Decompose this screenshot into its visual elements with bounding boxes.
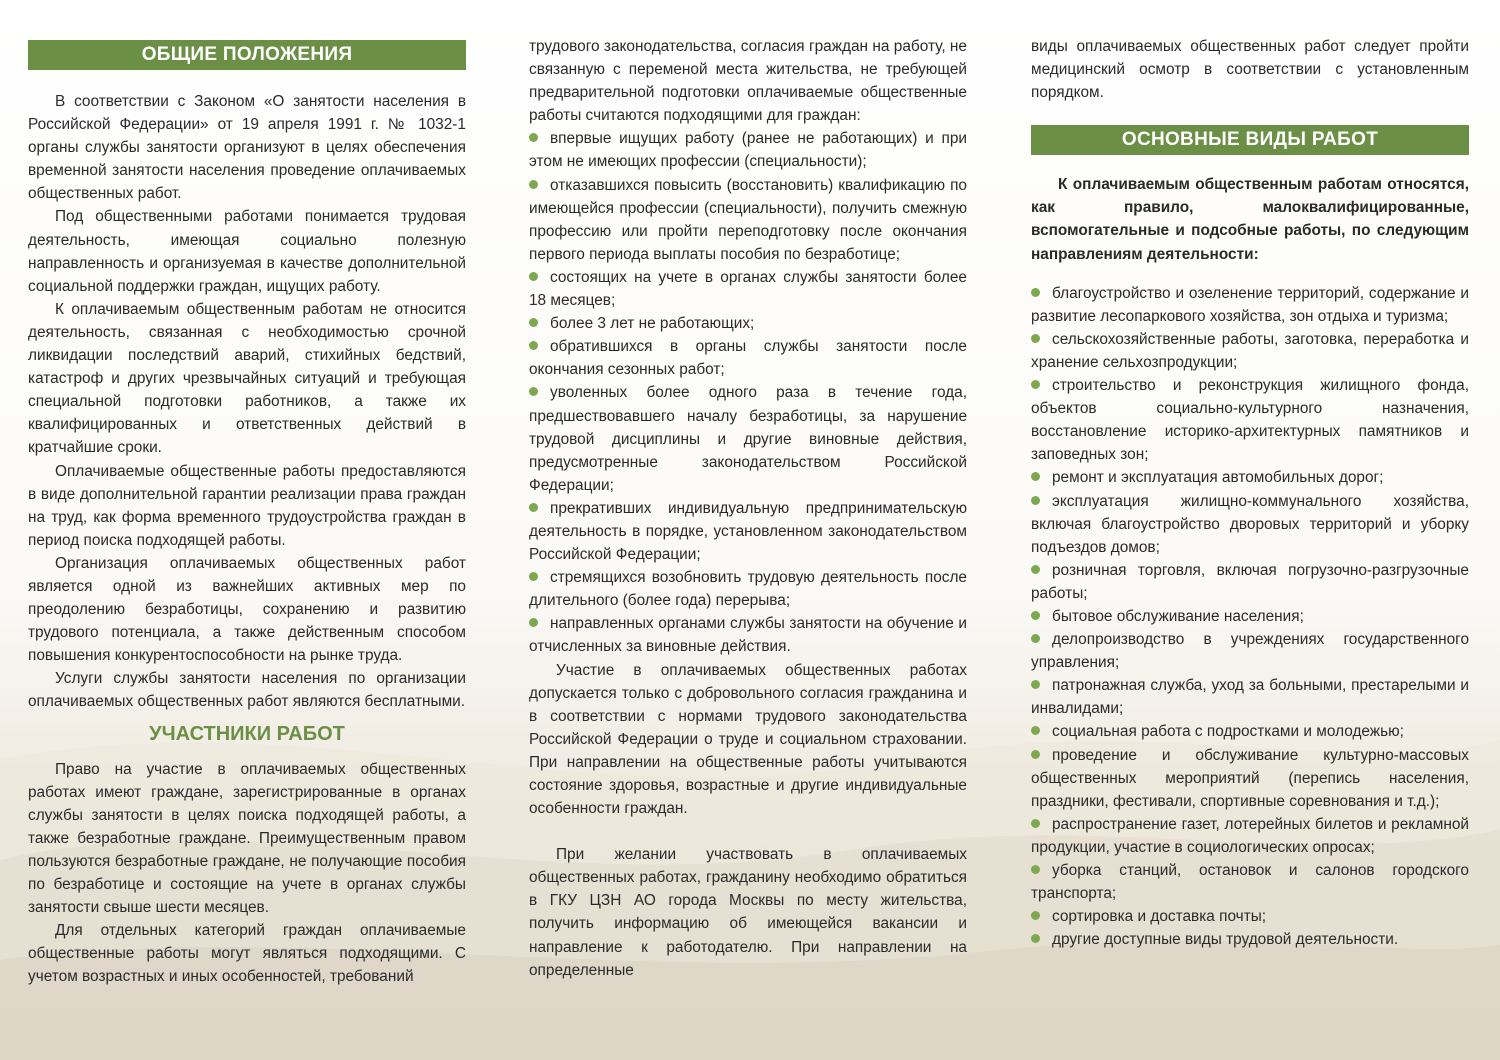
bullet-icon <box>1031 634 1040 643</box>
list-item: впервые ищущих работу (ранее не работающих) и при этом не имеющих профессии (специальности); <box>529 130 967 171</box>
bullet-icon <box>1031 380 1040 389</box>
continuation-intro: трудового законодательства, согласия граждан на работу, не связанную с переменой места жительства, не требующей предварительной подготовки оплачиваемые общественные работы считаются подходящими для граждан: <box>529 38 967 125</box>
column-middle <box>529 0 967 982</box>
list-item: уволенных более одного раза в течение года, предшествовавшего началу безработицы, за нарушение трудовой дисциплины и другие виновные действия, предусмотренные законодательством Российской Федерации; <box>529 384 967 494</box>
bullet-icon <box>1031 750 1040 759</box>
list-item: отказавшихся повысить (восстановить) квалификацию по имеющейся профессии (специальности), получить смежную профессию или пройти переподготовку после окончания первого периода выплаты пособия по безработице; <box>529 176 967 263</box>
voluntary-paragraph: Участие в оплачиваемых общественных работах допускается только с добровольного согласия гражданина и в соответствии с нормами трудового законодательства Российской Федерации о труде и социальном страховании. При направлении на общественные работы учитываются состояние здоровья, возрастные и другие индивидуальные особенности граждан. <box>529 661 967 818</box>
general-paragraph: Оплачиваемые общественные работы предоставляются в виде дополнительной гарантии реализации права граждан на труд, как форма временного трудоустройства граждан в период поиска подходящей работы. <box>28 462 466 549</box>
bullet-icon <box>1031 911 1040 920</box>
list-item: другие доступные виды трудовой деятельности. <box>1031 928 1469 951</box>
list-item: сортировка и доставка почты; <box>1031 905 1469 928</box>
column-left <box>28 0 466 988</box>
bullet-icon <box>1031 726 1040 735</box>
bullet-icon <box>529 341 538 350</box>
list-item: розничная торговля, включая погрузочно-разгрузочные работы; <box>1031 561 1469 602</box>
section-title-general: ОБЩИЕ ПОЛОЖЕНИЯ <box>28 40 466 70</box>
bullet-icon <box>529 180 538 189</box>
bullet-icon <box>1031 288 1040 297</box>
bullet-icon <box>1031 819 1040 828</box>
bullet-icon <box>1031 334 1040 343</box>
list-item: проведение и обслуживание культурно-массовых общественных мероприятий (перепись населения, праздники, фестивали, спортивные соревнования и т.д.); <box>1031 746 1469 810</box>
general-paragraph: В соответствии с Законом «О занятости населения в Российской Федерации» от 19 апреля 1991 г. № 1032-1 органы службы занятости организуют в целях обеспечения временной занятости населения проведение оплачиваемых общественных работ. <box>28 93 466 203</box>
bullet-icon <box>1031 611 1040 620</box>
list-item: направленных органами службы занятости на обучение и отчисленных за виновные действия. <box>529 615 967 656</box>
bullet-icon <box>1031 472 1040 481</box>
list-item: прекративших индивидуальную предпринимательскую деятельность в порядке, установленном законодательством Российской Федерации; <box>529 499 967 564</box>
bullet-icon <box>529 387 538 396</box>
list-item: ремонт и эксплуатация автомобильных дорог; <box>1031 466 1469 489</box>
list-item: обратившихся в органы службы занятости после окончания сезонных работ; <box>529 338 967 379</box>
bullet-icon <box>529 318 538 327</box>
bullet-icon <box>1031 565 1040 574</box>
list-item: распространение газет, лотерейных билетов и рекламной продукции, участие в социологических опросах; <box>1031 815 1469 856</box>
list-item: социальная работа с подростками и молодежью; <box>1031 720 1469 743</box>
list-item: строительство и реконструкция жилищного фонда, объектов социально-культурного назначения, восстановление историко-архитектурных памятников и заповедных зон; <box>1031 377 1469 464</box>
work-types-intro: К оплачиваемым общественным работам относятся, как правило, малоквалифицированные, вспомогательные и подсобные работы, по следующим направлениям деятельности: <box>1031 176 1469 263</box>
participants-paragraph: Для отдельных категорий граждан оплачиваемые общественные работы могут являться подходящими. С учетом возрастных и иных особенностей, требований <box>28 922 466 986</box>
bullet-icon <box>1031 496 1040 505</box>
bullet-icon <box>529 503 538 512</box>
general-paragraph: Организация оплачиваемых общественных работ является одной из важнейших активных мер по преодолению безработицы, сохранению и развитию трудового потенциала, а также действенным способом повышения конкурентоспособности на рынке труда. <box>28 554 466 665</box>
bullet-icon <box>1031 680 1040 689</box>
general-paragraph: Под общественными работами понимается трудовая деятельность, имеющая социально полезную направленность и организуемая в качестве дополнительной социальной поддержки граждан, ищущих работу. <box>28 208 466 295</box>
list-item: состоящих на учете в органах службы занятости более 18 месяцев; <box>529 268 967 310</box>
list-item: бытовое обслуживание населения; <box>1031 605 1469 628</box>
bullet-icon <box>1031 865 1040 874</box>
participants-paragraph: Право на участие в оплачиваемых общественных работах имеют граждане, зарегистрированные в органах службы занятости в целях поиска подходящей работы, а также безработные граждане. Преимущественным правом пользуются безработные граждане, не получающие пособия по безработице и состоящие на учете в органах службы занятости свыше шести месяцев. <box>28 760 466 917</box>
medical-paragraph: виды оплачиваемых общественных работ следует пройти медицинский осмотр в соответствии с установленным порядком. <box>1031 38 1469 102</box>
list-item: благоустройство и озеленение территорий, содержание и развитие лесопаркового хозяйства, зон отдыха и туризма; <box>1031 284 1469 325</box>
list-item: уборка станций, остановок и салонов городского транспорта; <box>1031 862 1469 903</box>
list-item: более 3 лет не работающих; <box>529 312 967 335</box>
list-item: делопроизводство в учреждениях государственного управления; <box>1031 631 1469 672</box>
section-title-work-types: ОСНОВНЫЕ ВИДЫ РАБОТ <box>1031 125 1469 155</box>
list-item: сельскохозяйственные работы, заготовка, переработка и хранение сельхозпродукции; <box>1031 330 1469 371</box>
list-item: эксплуатация жилищно-коммунального хозяйства, включая благоустройство дворовых территорий и уборку подъездов домов; <box>1031 492 1469 556</box>
column-right <box>1031 0 1469 951</box>
bullet-icon <box>529 572 538 581</box>
bullet-icon <box>529 618 538 627</box>
general-paragraph: Услуги службы занятости населения по организации оплачиваемых общественных работ являются бесплатными. <box>28 670 466 711</box>
bullet-icon <box>529 272 538 281</box>
general-paragraph: К оплачиваемым общественным работам не относится деятельность, связанная с необходимостью срочной ликвидации последствий аварий, стихийных бедствий, катастроф и других чрезвычайных ситуаций и требующая специальной подготовки работников, а также их квалифицированных и ответственных действий в кратчайшие сроки. <box>28 300 466 457</box>
section-title-participants: УЧАСТНИКИ РАБОТ <box>149 722 345 745</box>
apply-paragraph: При желании участвовать в оплачиваемых общественных работах, гражданину необходимо обратиться в ГКУ ЦЗН АО города Москвы по месту жительства, получить информацию об имеющейся вакансии и направление к работодателю. При направлении на определенные <box>529 846 967 979</box>
list-item: патронажная служба, уход за больными, престарелыми и инвалидами; <box>1031 677 1469 718</box>
bullet-icon <box>529 133 538 142</box>
list-item: стремящихся возобновить трудовую деятельность после длительного (более года) перерыва; <box>529 569 967 610</box>
bullet-icon <box>1031 934 1040 943</box>
